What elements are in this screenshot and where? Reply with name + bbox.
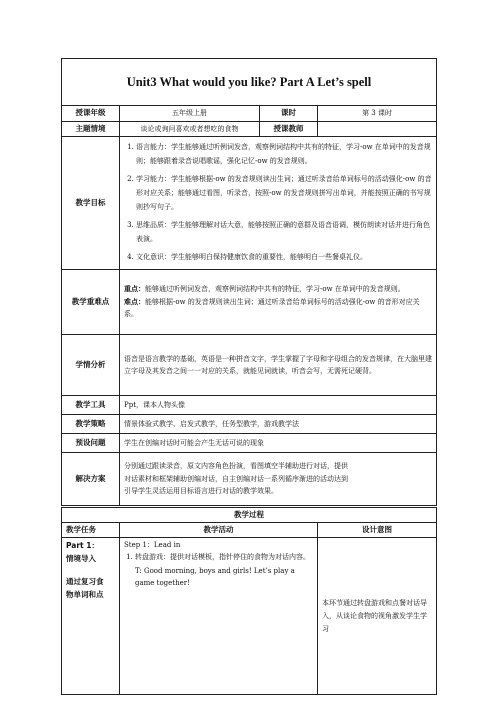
part1-sub: 物单词和点 (66, 590, 104, 599)
keypoints-label: 教学重难点 (62, 270, 120, 335)
activity-item (135, 551, 313, 589)
theme-label: 主题情境 (62, 121, 120, 137)
goal-item: 3. 思维品质：学生能够理解对话大意，能够按照正确的意群及语音语调，模仿朗读对话并进行角色表演。 (136, 218, 432, 246)
part1-intent-cell: 本环节通过转盘游戏和点餐对话导入，从谈论食物的视角激发学生学习 (318, 538, 437, 695)
step-title: Step 1：Lead in (124, 541, 181, 549)
col-intent-header: 设计意图 (318, 523, 437, 538)
problem-label: 预设问题 (62, 434, 120, 453)
solution-content (120, 453, 437, 506)
lesson-title: Unit3 What would you like? Part A Let’s spell (62, 59, 437, 106)
part1-activity-cell (120, 538, 318, 695)
analysis-label: 学情分析 (62, 335, 120, 396)
difficulty-text: 能够根据-ow 的发音规则读出生词；通过听录音给单词标号的活动强化-ow 的音形对应关系。 (124, 297, 420, 319)
key-text: 能够通过听例词发音，观察例词结构中共有的特征，学习-ow 在单词中的发音规则。 (145, 285, 405, 294)
activity-text: 转盘游戏：提供对话模板，指针停住的食物为对话内容。 (135, 553, 310, 561)
solution-line: 分别通过跟读录音，原文内容角色扮演，看图填空半辅助进行对话，提供 (124, 462, 348, 471)
process-table (61, 507, 437, 695)
part1-title: Part 1： (66, 541, 99, 550)
theme-value: 谈论或询问喜欢或者想吃的食物 (120, 121, 260, 137)
col-task-header: 教学任务 (62, 523, 120, 538)
tools-label: 教学工具 (62, 396, 120, 415)
strategy-text: 情景体验式教学、启发式教学，任务型教学，游戏教学法 (120, 415, 437, 434)
goal-item: 1. 语言能力：学生能够通过听例词发音，观察例词结构中共有的特征，学习-ow 在单词中的发音规则；能够跟着录音说唱歌谣，强化记忆-ow 的发音规则。 (136, 140, 432, 168)
solution-line: 对话素材和框架辅助创编对话，自主创编对话一系列循序渐进的活动达到 (124, 474, 348, 483)
goal-item: 2. 学习能力：学生能够根据-ow 的发音规则读出生词；通过听录音给单词标号的活动强化-ow 的音形对应关系；能够通过看图，听录音，按照-ow 的发音规则拼写出单词，并能按照正确的书写规则抄写句子。 (136, 172, 432, 214)
lesson-plan-table (61, 58, 437, 506)
teacher-value (318, 121, 437, 137)
solution-line: 引导学生灵活运用目标语言进行对话的教学效果。 (124, 487, 278, 496)
hours-label: 课时 (260, 106, 318, 122)
goal-item: 4. 文化意识：学生能够明白保持健康饮食的重要性，能够明白一些餐桌礼仪。 (136, 250, 432, 264)
goals-label: 教学目标 (62, 137, 120, 270)
keypoints-content (120, 270, 437, 335)
problem-text: 学生在创编对话时可能会产生无话可说的现象 (120, 434, 437, 453)
strategy-label: 教学策略 (62, 415, 120, 434)
grade-value: 五年级上册 (120, 106, 260, 122)
part1-sub: 通过复习食 (66, 577, 104, 586)
tools-text: Ppt，课本人物头像 (120, 396, 437, 415)
teacher-label: 授课教师 (260, 121, 318, 137)
difficulty-prefix: 难点： (124, 296, 145, 306)
process-title: 教学过程 (62, 508, 437, 523)
goals-content (120, 137, 437, 270)
part1-sub: 情境导入 (66, 554, 96, 563)
analysis-text: 语音是语言教学的基础，英语是一种拼音文字，学生掌握了字母和字母组合的发音规律，在大脑里建立字母及其发音之间一一对应的关系，就能见词就读，听音会写，无需死记硬背。 (120, 335, 437, 396)
hours-value: 第 3 课时 (318, 106, 437, 122)
col-activity-header: 教学活动 (120, 523, 318, 538)
activity-dialog: T: Good morning, boys and girls! Let’s play a game together! (135, 567, 295, 587)
solution-label: 解决方案 (62, 453, 120, 506)
key-prefix: 重点： (124, 284, 145, 294)
part1-task-cell (62, 538, 120, 695)
grade-label: 授课年级 (62, 106, 120, 122)
